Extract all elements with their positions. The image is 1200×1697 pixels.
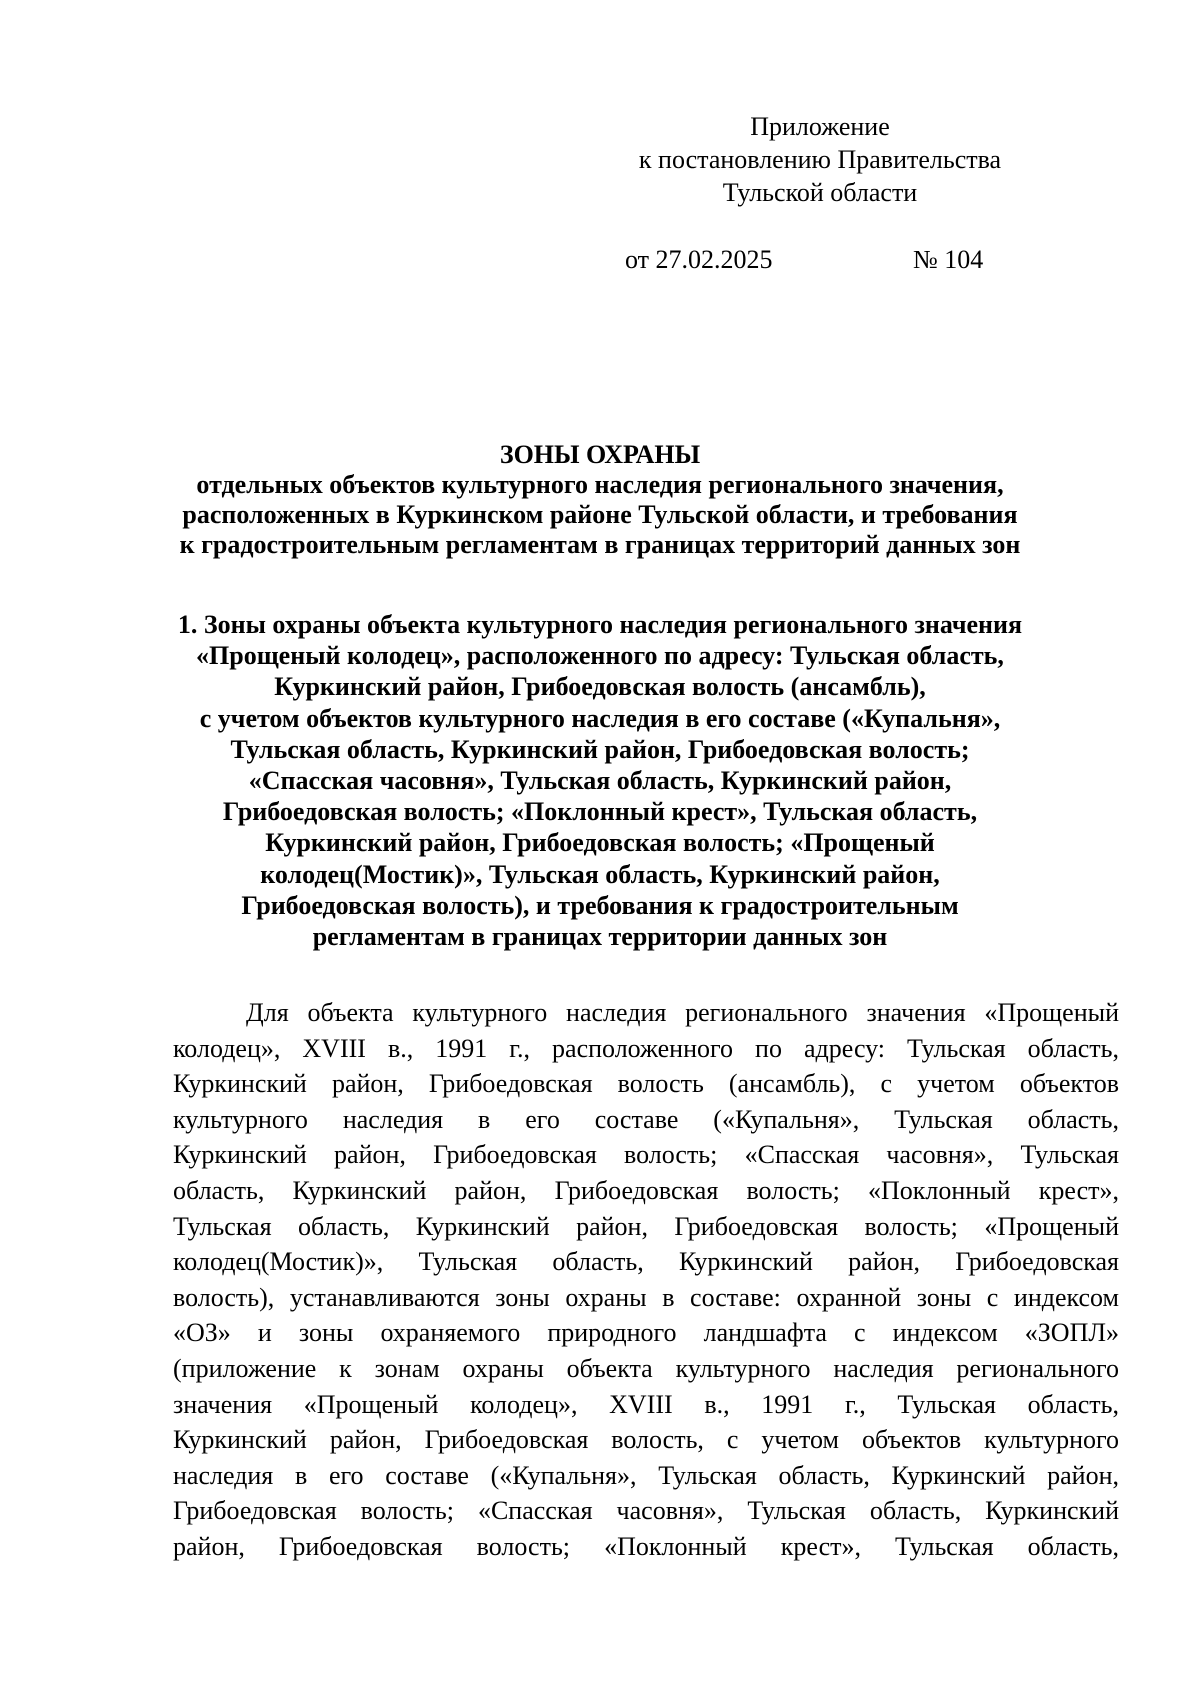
paragraph-line: колодец(Мостик)», Тульская область, Куркинский район, Грибоедовская [173,1247,1119,1277]
document-number: № 104 [913,245,984,274]
paragraph-line: значения «Прощеный колодец», XVIII в., 1991 г., Тульская область, [173,1389,1119,1419]
section-heading-line: Куркинский район, Грибоедовская волость; «Прощеный [265,828,935,858]
paragraph-line: наследия в его составе («Купальня», Тульская область, Куркинский район, [173,1460,1119,1490]
paragraph-line: (приложение к зонам охраны объекта культурного наследия регионального [173,1353,1119,1383]
paragraph-line: Для объекта культурного наследия регионального значения «Прощеный [246,998,1119,1027]
paragraph-line: Куркинский район, Грибоедовская волость, с учетом объектов культурного [173,1425,1119,1455]
appendix-header [600,110,1040,209]
paragraph-line: область, Куркинский район, Грибоедовская волость; «Поклонный крест», [173,1175,1119,1205]
paragraph-line: культурного наследия в его составе («Купальня», Тульская область, [173,1104,1119,1134]
document-date: от 27.02.2025 [625,245,773,274]
paragraph-line: Куркинский район, Грибоедовская волость; «Спасская часовня», Тульская [173,1140,1119,1170]
section-heading-line: колодец(Мостик)», Тульская область, Куркинский район, [260,859,940,889]
appendix-reference: к постановлению Правительства [638,145,1002,174]
title-subline: к градостроительным регламентам в границах территорий данных зон [179,530,1021,559]
title-subline: отдельных объектов культурного наследия регионального значения, [196,470,1004,499]
paragraph-line: колодец», XVIII в., 1991 г., расположенного по адресу: Тульская область, [173,1033,1119,1063]
appendix-region: Тульской области [722,178,918,207]
document-title [150,440,1050,560]
section-heading [150,609,1050,952]
paragraph-line: «ОЗ» и зоны охраняемого природного ландшафта с индексом «ЗОПЛ» [173,1318,1119,1348]
paragraph-line: Тульская область, Куркинский район, Грибоедовская волость; «Прощеный [173,1211,1119,1241]
paragraph-line: Куркинский район, Грибоедовская волость (ансамбль), с учетом объектов [173,1069,1119,1099]
section-heading-line: 1. Зоны охраны объекта культурного наследия регионального значения [177,610,1023,639]
section-heading-line: регламентам в границах территории данных зон [312,922,888,952]
section-heading-line: Тульская область, Куркинский район, Грибоедовская волость; [230,734,970,764]
section-heading-line: Грибоедовская волость; «Поклонный крест», Тульская область, [222,797,978,827]
title-heading: ЗОНЫ ОХРАНЫ [499,440,701,469]
section-heading-line: Куркинский район, Грибоедовская волость (ансамбль), [274,672,926,702]
paragraph-line: Грибоедовская волость; «Спасская часовня», Тульская область, Куркинский [173,1496,1119,1526]
paragraph-line: район, Грибоедовская волость; «Поклонный крест», Тульская область, [173,1531,1119,1561]
title-subline: расположенных в Куркинском районе Тульской области, и требования [182,500,1018,529]
section-heading-line: «Спасская часовня», Тульская область, Куркинский район, [248,766,952,796]
paragraph-line: волость), устанавливаются зоны охраны в составе: охранной зоны с индексом [173,1282,1119,1312]
appendix-title: Приложение [750,112,890,141]
section-heading-line: «Прощеный колодец», расположенного по адресу: Тульская область, [196,641,1004,671]
section-heading-line: с учетом объектов культурного наследия в его составе («Купальня», [199,703,1001,733]
body-paragraph [173,995,1119,1565]
section-heading-line: Грибоедовская волость), и требования к градостроительным [241,890,959,920]
